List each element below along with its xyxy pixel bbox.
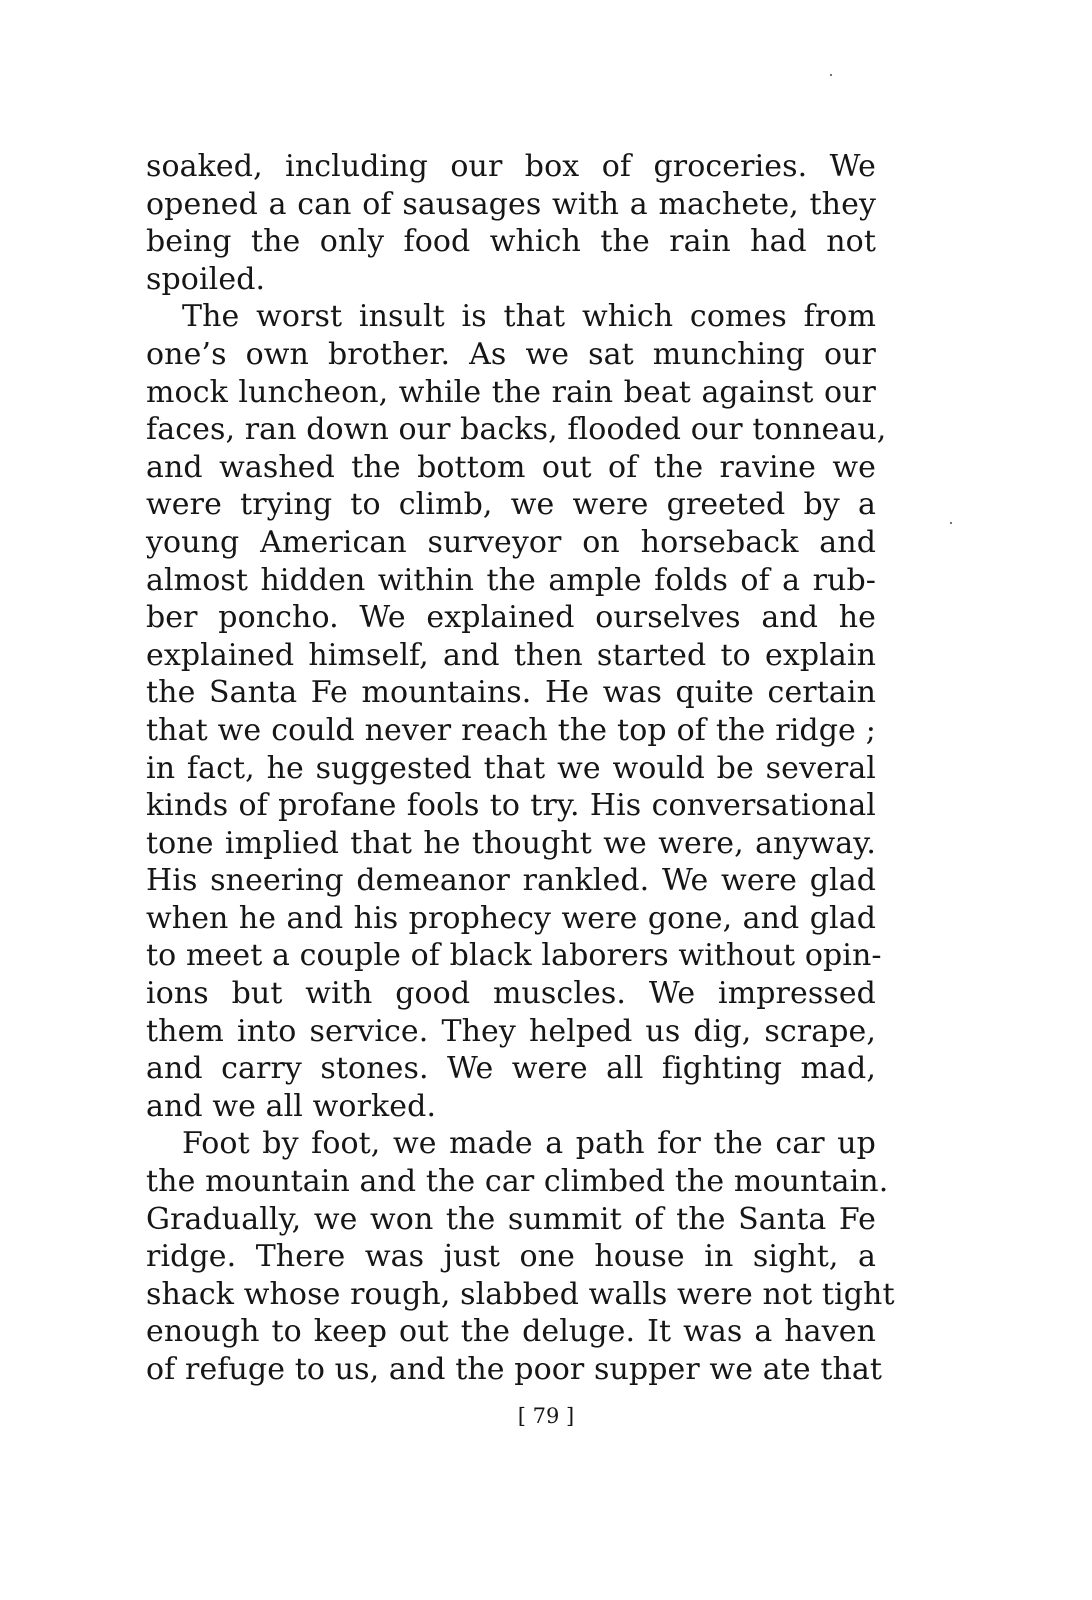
text-line: one’s own brother. As we sat munching our bbox=[146, 336, 876, 372]
text-line: young American surveyor on horseback and bbox=[146, 524, 876, 560]
text-line: were trying to climb, we were greeted by a bbox=[146, 487, 876, 523]
page-number: [ 79 ] bbox=[517, 1404, 575, 1428]
body-text bbox=[146, 148, 895, 1389]
text-line: explained himself, and then started to explain bbox=[146, 637, 876, 673]
text-line: Foot by foot, we made a path for the car up bbox=[182, 1126, 876, 1162]
text-line: in fact, he suggested that we would be several bbox=[146, 750, 876, 786]
text-line: His sneering demeanor rankled. We were glad bbox=[146, 863, 876, 899]
text-line: enough to keep out the deluge. It was a haven bbox=[146, 1314, 876, 1350]
text-line: when he and his prophecy were gone, and glad bbox=[146, 900, 876, 936]
text-line: spoiled. bbox=[146, 261, 266, 297]
text-line: ber poncho. We explained ourselves and he bbox=[146, 600, 876, 636]
text-line: and washed the bottom out of the ravine we bbox=[146, 449, 876, 485]
text-line: ions but with good muscles. We impressed bbox=[146, 976, 876, 1012]
scan-speck bbox=[950, 522, 952, 524]
text-line: and carry stones. We were all fighting mad, bbox=[146, 1051, 876, 1087]
text-line: faces, ran down our backs, flooded our tonneau, bbox=[146, 412, 887, 448]
text-line: almost hidden within the ample folds of a rub- bbox=[146, 562, 876, 598]
text-line: opened a can of sausages with a machete, they bbox=[146, 186, 876, 222]
text-line: kinds of profane fools to try. His conversational bbox=[146, 788, 876, 824]
text-line: The worst insult is that which comes from bbox=[182, 299, 876, 335]
text-line: and we all worked. bbox=[146, 1088, 437, 1124]
scan-speck bbox=[830, 74, 832, 76]
text-line: to meet a couple of black laborers without opin- bbox=[146, 938, 882, 974]
text-line: the mountain and the car climbed the mountain. bbox=[146, 1164, 889, 1200]
text-line: that we could never reach the top of the ridge ; bbox=[146, 712, 876, 748]
text-line: tone implied that he thought we were, anyway. bbox=[146, 825, 876, 861]
text-line: shack whose rough, slabbed walls were not tight bbox=[146, 1276, 895, 1312]
text-line: mock luncheon, while the rain beat against our bbox=[146, 374, 876, 410]
text-line: being the only food which the rain had not bbox=[146, 224, 876, 260]
text-line: of refuge to us, and the poor supper we ate that bbox=[146, 1352, 883, 1387]
text-line: Gradually, we won the summit of the Santa Fe bbox=[146, 1201, 876, 1237]
text-line: the Santa Fe mountains. He was quite certain bbox=[146, 675, 876, 711]
text-line: them into service. They helped us dig, scrape, bbox=[146, 1013, 876, 1049]
text-line: soaked, including our box of groceries. We bbox=[146, 149, 876, 184]
text-line: ridge. There was just one house in sight, a bbox=[146, 1239, 876, 1275]
